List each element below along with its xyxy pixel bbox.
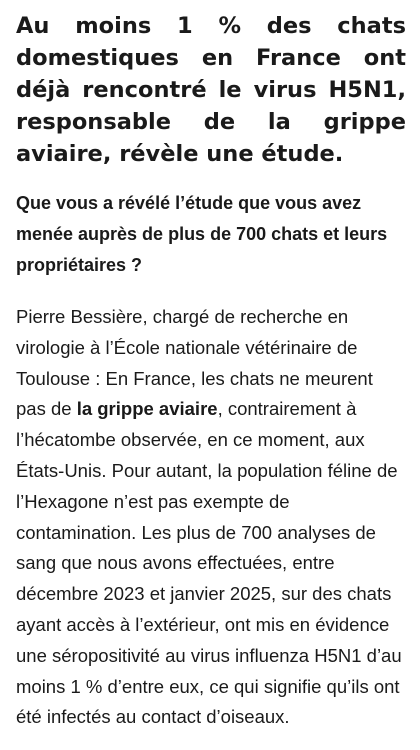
interview-question: Que vous a révélé l’étude que vous avez menée auprès de plus de 700 chats et leurs propriétaires ?	[16, 193, 388, 275]
answer-text-start: Pierre Bessière, chargé de recherche en virologie à l’École nationale vétérinaire de Toulouse : En France, les chats ne meurent pas de	[16, 306, 373, 420]
article	[16, 10, 406, 733]
article-headline: Au moins 1 % des chats domestiques en France ont déjà rencontré le virus H5N1, responsable de la grippe aviaire, révèle une étude.	[16, 13, 406, 167]
answer-text-end: , contrairement à l’hécatombe observée, en ce moment, aux États-Unis. Pour autant, la population féline de l’Hexagone n’est pas exempte de contamination. Les plus de 700 analyses de sang que nous avons effectuées, entre décembre 2023 et janvier 2025, sur des chats ayant accès à l’extérieur, ont mis en évidence une séropositivité au virus influenza H5N1 d’au moins 1 % d’entre eux, ce qui signifie qu’ils ont été infectés au contact d’oiseaux.	[16, 398, 402, 728]
bird-flu-link[interactable]: la grippe aviaire	[76, 398, 218, 420]
interview-answer	[16, 302, 406, 733]
